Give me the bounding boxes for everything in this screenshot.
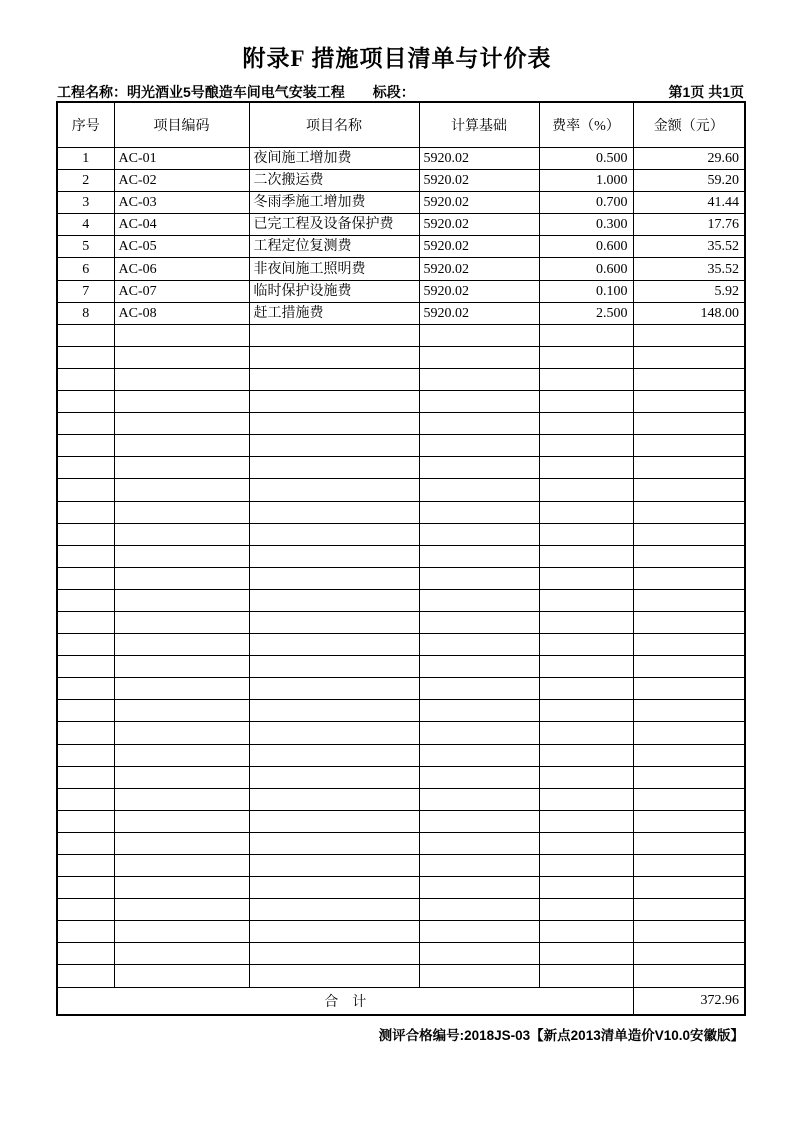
- cell-no: 8: [57, 302, 114, 324]
- cell-base: 5920.02: [419, 258, 539, 280]
- cell-code: AC-08: [114, 302, 249, 324]
- empty-cell: [114, 899, 249, 921]
- empty-cell: [419, 391, 539, 413]
- empty-cell: [249, 324, 419, 346]
- empty-cell: [249, 965, 419, 987]
- empty-cell: [633, 722, 745, 744]
- empty-cell: [539, 810, 633, 832]
- cell-no: 4: [57, 214, 114, 236]
- cell-name: 已完工程及设备保护费: [249, 214, 419, 236]
- empty-cell: [57, 634, 114, 656]
- table-row: [57, 192, 745, 214]
- empty-cell: [57, 744, 114, 766]
- empty-cell: [633, 744, 745, 766]
- empty-cell: [539, 965, 633, 987]
- table-row: [57, 302, 745, 324]
- empty-cell: [249, 457, 419, 479]
- table-body: [57, 148, 745, 988]
- empty-cell: [57, 368, 114, 390]
- empty-cell: [633, 523, 745, 545]
- empty-cell: [114, 589, 249, 611]
- empty-cell: [114, 855, 249, 877]
- empty-row: [57, 855, 745, 877]
- empty-cell: [114, 877, 249, 899]
- empty-cell: [57, 391, 114, 413]
- empty-cell: [57, 435, 114, 457]
- empty-row: [57, 899, 745, 921]
- empty-cell: [57, 479, 114, 501]
- empty-row: [57, 545, 745, 567]
- page-number-info: 第1页 共1页: [668, 84, 744, 100]
- total-label: 合 计: [57, 987, 633, 1015]
- empty-cell: [249, 744, 419, 766]
- empty-cell: [539, 855, 633, 877]
- empty-cell: [633, 656, 745, 678]
- table-row: [57, 280, 745, 302]
- empty-cell: [249, 368, 419, 390]
- empty-cell: [57, 589, 114, 611]
- empty-cell: [249, 413, 419, 435]
- empty-cell: [114, 435, 249, 457]
- empty-cell: [114, 368, 249, 390]
- empty-row: [57, 810, 745, 832]
- empty-cell: [419, 413, 539, 435]
- empty-cell: [249, 391, 419, 413]
- empty-cell: [57, 766, 114, 788]
- empty-cell: [57, 965, 114, 987]
- empty-cell: [57, 877, 114, 899]
- empty-cell: [114, 656, 249, 678]
- empty-cell: [419, 589, 539, 611]
- empty-cell: [114, 523, 249, 545]
- empty-cell: [539, 877, 633, 899]
- empty-cell: [114, 346, 249, 368]
- cell-code: AC-03: [114, 192, 249, 214]
- table-row: [57, 214, 745, 236]
- cell-no: 2: [57, 170, 114, 192]
- empty-cell: [539, 611, 633, 633]
- empty-cell: [633, 545, 745, 567]
- empty-cell: [114, 965, 249, 987]
- empty-cell: [539, 346, 633, 368]
- empty-cell: [249, 877, 419, 899]
- empty-cell: [539, 832, 633, 854]
- empty-cell: [633, 368, 745, 390]
- cell-rate: 2.500: [539, 302, 633, 324]
- cell-name: 非夜间施工照明费: [249, 258, 419, 280]
- empty-cell: [419, 921, 539, 943]
- empty-row: [57, 413, 745, 435]
- empty-row: [57, 346, 745, 368]
- empty-cell: [419, 855, 539, 877]
- cell-rate: 0.600: [539, 236, 633, 258]
- empty-cell: [249, 656, 419, 678]
- table-header: [57, 102, 745, 148]
- empty-cell: [57, 656, 114, 678]
- empty-cell: [114, 634, 249, 656]
- empty-row: [57, 656, 745, 678]
- empty-cell: [249, 611, 419, 633]
- empty-cell: [419, 479, 539, 501]
- meta-row: [57, 82, 744, 102]
- cell-base: 5920.02: [419, 170, 539, 192]
- cell-base: 5920.02: [419, 148, 539, 170]
- empty-cell: [419, 766, 539, 788]
- empty-cell: [57, 346, 114, 368]
- empty-cell: [249, 943, 419, 965]
- empty-row: [57, 391, 745, 413]
- empty-cell: [539, 324, 633, 346]
- empty-cell: [57, 545, 114, 567]
- empty-cell: [419, 324, 539, 346]
- empty-cell: [249, 855, 419, 877]
- empty-cell: [114, 943, 249, 965]
- empty-cell: [633, 877, 745, 899]
- empty-row: [57, 368, 745, 390]
- empty-cell: [633, 435, 745, 457]
- empty-cell: [57, 501, 114, 523]
- empty-row: [57, 435, 745, 457]
- empty-cell: [114, 832, 249, 854]
- header-cell-rate: 费率（%）: [539, 102, 633, 148]
- cell-code: AC-06: [114, 258, 249, 280]
- cell-amount: 29.60: [633, 148, 745, 170]
- cell-base: 5920.02: [419, 236, 539, 258]
- project-name-value: 明光酒业5号酿造车间电气安装工程: [127, 84, 345, 100]
- empty-cell: [539, 700, 633, 722]
- empty-cell: [539, 722, 633, 744]
- cell-amount: 148.00: [633, 302, 745, 324]
- empty-cell: [114, 700, 249, 722]
- empty-cell: [57, 611, 114, 633]
- section-label: 标段：: [372, 84, 415, 100]
- empty-cell: [633, 457, 745, 479]
- empty-cell: [539, 457, 633, 479]
- empty-row: [57, 722, 745, 744]
- empty-row: [57, 567, 745, 589]
- cell-name: 冬雨季施工增加费: [249, 192, 419, 214]
- cell-amount: 41.44: [633, 192, 745, 214]
- empty-cell: [419, 634, 539, 656]
- cell-no: 1: [57, 148, 114, 170]
- empty-cell: [419, 346, 539, 368]
- empty-row: [57, 877, 745, 899]
- empty-cell: [539, 921, 633, 943]
- empty-cell: [114, 722, 249, 744]
- cell-rate: 0.100: [539, 280, 633, 302]
- empty-cell: [114, 324, 249, 346]
- measures-table: [56, 101, 746, 1016]
- table-row: [57, 236, 745, 258]
- header-cell-code: 项目编码: [114, 102, 249, 148]
- empty-cell: [633, 501, 745, 523]
- empty-cell: [57, 457, 114, 479]
- empty-cell: [57, 921, 114, 943]
- empty-cell: [57, 413, 114, 435]
- cell-amount: 17.76: [633, 214, 745, 236]
- cell-code: AC-02: [114, 170, 249, 192]
- project-name-label: 工程名称：: [57, 84, 127, 100]
- empty-cell: [57, 678, 114, 700]
- cell-code: AC-01: [114, 148, 249, 170]
- empty-row: [57, 678, 745, 700]
- empty-cell: [539, 435, 633, 457]
- empty-row: [57, 943, 745, 965]
- empty-cell: [249, 700, 419, 722]
- empty-cell: [633, 567, 745, 589]
- empty-cell: [419, 744, 539, 766]
- empty-cell: [633, 832, 745, 854]
- table-row: [57, 258, 745, 280]
- empty-cell: [539, 744, 633, 766]
- empty-cell: [57, 324, 114, 346]
- empty-cell: [539, 788, 633, 810]
- empty-cell: [419, 611, 539, 633]
- empty-cell: [539, 479, 633, 501]
- empty-cell: [419, 501, 539, 523]
- empty-cell: [633, 678, 745, 700]
- empty-cell: [633, 611, 745, 633]
- empty-cell: [249, 479, 419, 501]
- cell-name: 夜间施工增加费: [249, 148, 419, 170]
- empty-row: [57, 457, 745, 479]
- empty-row: [57, 589, 745, 611]
- empty-cell: [57, 810, 114, 832]
- empty-cell: [633, 634, 745, 656]
- cell-name: 工程定位复测费: [249, 236, 419, 258]
- empty-cell: [539, 567, 633, 589]
- empty-cell: [633, 921, 745, 943]
- cell-amount: 35.52: [633, 258, 745, 280]
- empty-cell: [419, 965, 539, 987]
- empty-cell: [539, 943, 633, 965]
- empty-cell: [419, 545, 539, 567]
- empty-cell: [419, 435, 539, 457]
- header-cell-base: 计算基础: [419, 102, 539, 148]
- table-footer: [57, 987, 745, 1015]
- empty-cell: [419, 368, 539, 390]
- empty-row: [57, 744, 745, 766]
- empty-cell: [633, 766, 745, 788]
- empty-cell: [539, 634, 633, 656]
- cell-amount: 35.52: [633, 236, 745, 258]
- empty-cell: [633, 391, 745, 413]
- empty-cell: [249, 589, 419, 611]
- empty-cell: [419, 899, 539, 921]
- empty-cell: [114, 788, 249, 810]
- cell-name: 赶工措施费: [249, 302, 419, 324]
- empty-cell: [57, 832, 114, 854]
- empty-cell: [249, 722, 419, 744]
- empty-cell: [249, 346, 419, 368]
- cell-base: 5920.02: [419, 214, 539, 236]
- empty-cell: [419, 832, 539, 854]
- cell-rate: 0.600: [539, 258, 633, 280]
- empty-cell: [419, 567, 539, 589]
- empty-cell: [419, 678, 539, 700]
- table-row: [57, 148, 745, 170]
- empty-row: [57, 700, 745, 722]
- empty-cell: [249, 567, 419, 589]
- empty-cell: [57, 855, 114, 877]
- empty-cell: [539, 899, 633, 921]
- empty-cell: [633, 899, 745, 921]
- empty-cell: [419, 700, 539, 722]
- empty-cell: [539, 368, 633, 390]
- page-title: 附录F 措施项目清单与计价表: [242, 46, 552, 71]
- cell-no: 6: [57, 258, 114, 280]
- empty-cell: [419, 810, 539, 832]
- table-row: [57, 170, 745, 192]
- empty-cell: [114, 744, 249, 766]
- empty-cell: [539, 589, 633, 611]
- empty-cell: [114, 413, 249, 435]
- empty-cell: [249, 501, 419, 523]
- empty-cell: [249, 545, 419, 567]
- empty-row: [57, 965, 745, 987]
- cell-base: 5920.02: [419, 192, 539, 214]
- empty-cell: [419, 523, 539, 545]
- empty-row: [57, 324, 745, 346]
- cell-amount: 5.92: [633, 280, 745, 302]
- header-cell-amount: 金额（元）: [633, 102, 745, 148]
- empty-row: [57, 634, 745, 656]
- cell-name: 临时保护设施费: [249, 280, 419, 302]
- empty-cell: [114, 501, 249, 523]
- empty-row: [57, 766, 745, 788]
- empty-cell: [633, 943, 745, 965]
- empty-cell: [249, 899, 419, 921]
- empty-cell: [419, 722, 539, 744]
- empty-cell: [114, 391, 249, 413]
- empty-cell: [539, 501, 633, 523]
- header-row: [57, 102, 745, 148]
- empty-cell: [57, 788, 114, 810]
- cell-no: 5: [57, 236, 114, 258]
- empty-cell: [633, 965, 745, 987]
- page-footer: 测评合格编号:2018JS-03【新点2013清单造价V10.0安徽版】: [378, 1028, 744, 1043]
- empty-row: [57, 788, 745, 810]
- empty-cell: [633, 700, 745, 722]
- cell-code: AC-04: [114, 214, 249, 236]
- empty-cell: [633, 346, 745, 368]
- empty-cell: [114, 766, 249, 788]
- empty-row: [57, 479, 745, 501]
- empty-cell: [249, 832, 419, 854]
- empty-cell: [57, 523, 114, 545]
- cell-no: 7: [57, 280, 114, 302]
- empty-cell: [419, 457, 539, 479]
- empty-cell: [249, 810, 419, 832]
- empty-cell: [249, 766, 419, 788]
- empty-cell: [57, 700, 114, 722]
- empty-cell: [633, 589, 745, 611]
- total-row: [57, 987, 745, 1015]
- cell-rate: 0.500: [539, 148, 633, 170]
- empty-row: [57, 832, 745, 854]
- empty-cell: [419, 788, 539, 810]
- empty-cell: [633, 413, 745, 435]
- empty-row: [57, 611, 745, 633]
- empty-cell: [633, 788, 745, 810]
- empty-cell: [249, 788, 419, 810]
- empty-cell: [249, 678, 419, 700]
- empty-cell: [539, 391, 633, 413]
- empty-cell: [57, 567, 114, 589]
- empty-cell: [249, 921, 419, 943]
- header-cell-name: 项目名称: [249, 102, 419, 148]
- empty-cell: [539, 766, 633, 788]
- cell-no: 3: [57, 192, 114, 214]
- empty-cell: [633, 324, 745, 346]
- empty-row: [57, 921, 745, 943]
- empty-cell: [419, 656, 539, 678]
- empty-cell: [539, 523, 633, 545]
- cell-name: 二次搬运费: [249, 170, 419, 192]
- header-cell-no: 序号: [57, 102, 114, 148]
- empty-row: [57, 501, 745, 523]
- empty-row: [57, 523, 745, 545]
- empty-cell: [114, 810, 249, 832]
- empty-cell: [633, 479, 745, 501]
- empty-cell: [114, 921, 249, 943]
- empty-cell: [419, 877, 539, 899]
- cell-code: AC-07: [114, 280, 249, 302]
- empty-cell: [57, 722, 114, 744]
- empty-cell: [114, 567, 249, 589]
- empty-cell: [114, 479, 249, 501]
- empty-cell: [249, 634, 419, 656]
- cell-code: AC-05: [114, 236, 249, 258]
- empty-cell: [539, 413, 633, 435]
- empty-cell: [57, 899, 114, 921]
- empty-cell: [57, 943, 114, 965]
- cell-amount: 59.20: [633, 170, 745, 192]
- empty-cell: [114, 545, 249, 567]
- empty-cell: [419, 943, 539, 965]
- empty-cell: [249, 435, 419, 457]
- empty-cell: [633, 810, 745, 832]
- empty-cell: [114, 457, 249, 479]
- cell-rate: 0.700: [539, 192, 633, 214]
- cell-rate: 0.300: [539, 214, 633, 236]
- cell-base: 5920.02: [419, 302, 539, 324]
- empty-cell: [633, 855, 745, 877]
- empty-cell: [114, 611, 249, 633]
- empty-cell: [539, 656, 633, 678]
- empty-cell: [114, 678, 249, 700]
- cell-rate: 1.000: [539, 170, 633, 192]
- empty-cell: [539, 545, 633, 567]
- empty-cell: [539, 678, 633, 700]
- cell-base: 5920.02: [419, 280, 539, 302]
- total-amount: 372.96: [633, 987, 745, 1015]
- empty-cell: [249, 523, 419, 545]
